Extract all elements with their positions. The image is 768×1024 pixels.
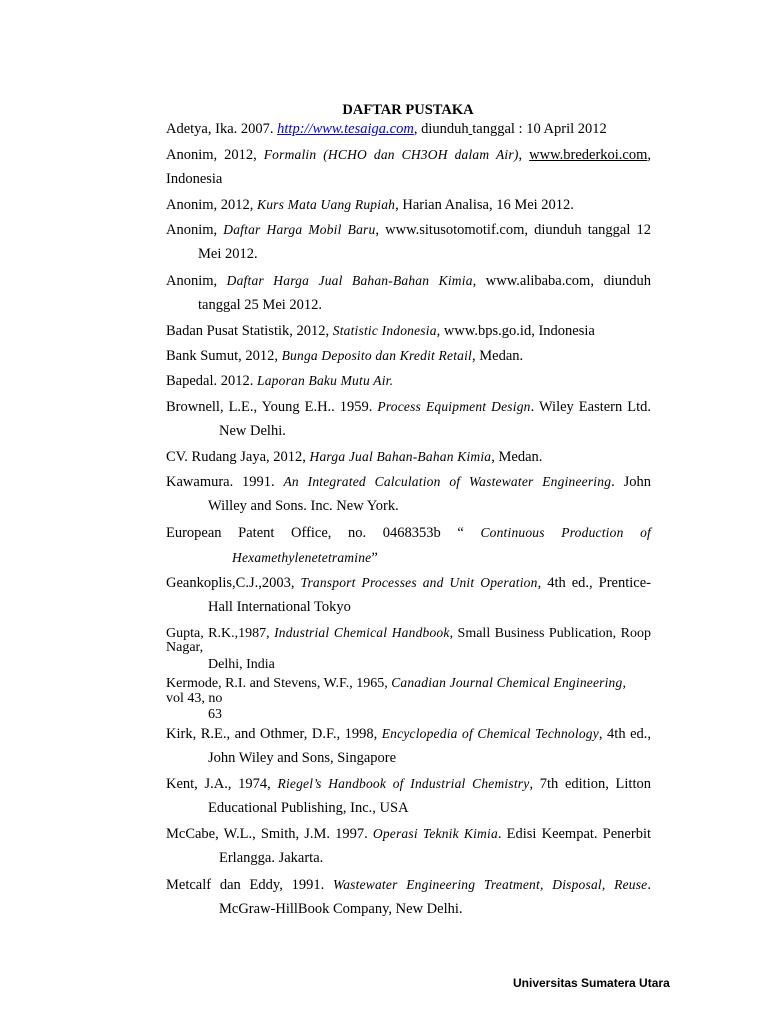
- ref-text: , www.alibaba.com, diunduh: [472, 273, 651, 289]
- ref-text: . Wiley Eastern Ltd.: [530, 399, 651, 415]
- ref-text: Anonim,: [166, 273, 227, 289]
- reference-continuation: New Delhi.: [219, 423, 286, 439]
- ref-title: Bunga Deposito dan Kredit Retail: [281, 348, 472, 363]
- ref-text: , Harian Analisa, 16 Mei 2012.: [395, 197, 574, 213]
- reference-mccabe: [166, 825, 651, 843]
- ref-title: Statistic Indonesia: [332, 323, 437, 338]
- reference-continuation: Indonesia: [166, 171, 223, 187]
- reference-adetya: [166, 121, 651, 138]
- ref-title: Encyclopedia of Chemical Technology: [381, 726, 599, 741]
- ref-text: , diunduh: [413, 121, 469, 137]
- ref-text: tanggal : 10 April 2012: [472, 121, 607, 137]
- ref-text: Kent, J.A., 1974,: [166, 776, 278, 792]
- reference-continuation: McGraw-HillBook Company, New Delhi.: [219, 901, 463, 917]
- ref-text: Kermode, R.I. and Stevens, W.F., 1965,: [166, 676, 392, 691]
- reference-bps: [166, 322, 651, 340]
- reference-gupta: [166, 625, 651, 641]
- ref-text: , 7th edition, Litton: [529, 776, 651, 792]
- reference-kent: [166, 775, 651, 793]
- ref-text: , www.situsotomotif.com, diunduh tanggal 12: [375, 222, 652, 238]
- ref-text: McCabe, W.L., Smith, J.M. 1997.: [166, 826, 373, 842]
- footer-university: Universitas Sumatera Utara: [513, 976, 670, 990]
- reference-continuation: [232, 549, 651, 567]
- ref-title: Canadian Journal Chemical Engineering: [391, 675, 623, 690]
- ref-title: Daftar Harga Jual Bahan-Bahan Kimia: [226, 273, 473, 288]
- ref-text: Adetya, Ika. 2007.: [166, 121, 278, 137]
- ref-text: CV. Rudang Jaya, 2012,: [166, 449, 310, 465]
- ref-title: Wastewater Engineering Treatment, Disposal, Reuse: [333, 877, 648, 892]
- ref-text: Gupta, R.K.,1987,: [166, 626, 275, 641]
- ref-text: , Medan.: [491, 449, 543, 465]
- reference-continuation: Mei 2012.: [198, 246, 258, 262]
- ref-title: Harga Jual Bahan-Bahan Kimia: [309, 449, 492, 464]
- ref-title: Transport Processes and Unit Operation: [300, 575, 538, 590]
- ref-text: Anonim,: [166, 222, 224, 238]
- reference-geankoplis: [166, 574, 651, 592]
- ref-text: . John: [611, 474, 651, 490]
- reference-continuation: Hall International Tokyo: [208, 599, 351, 615]
- ref-title: Continuous Production of: [480, 525, 651, 540]
- ref-title: Riegel’s Handbook of Industrial Chemistry: [277, 776, 530, 791]
- ref-text: . Edisi Keempat. Penerbit: [497, 826, 652, 842]
- ref-text: Metcalf dan Eddy, 1991.: [166, 877, 334, 893]
- ref-text: , 4th ed.,: [598, 726, 651, 742]
- reference-kermode: [166, 675, 651, 691]
- ref-text: Bank Sumut, 2012,: [166, 348, 282, 364]
- page-title: DAFTAR PUSTAKA: [342, 102, 474, 118]
- reference-anonim-kurs: [166, 196, 651, 214]
- reference-continuation: John Wiley and Sons, Singapore: [208, 750, 397, 766]
- reference-continuation: Willey and Sons. Inc. New York.: [208, 498, 399, 514]
- reference-anonim-formalin: [166, 146, 651, 164]
- reference-continuation: tanggal 25 Mei 2012.: [198, 297, 323, 313]
- reference-continuation: vol 43, no: [166, 691, 223, 706]
- reference-continuation: 63: [208, 707, 222, 722]
- ref-title: An Integrated Calculation of Wastewater Engineering: [283, 474, 612, 489]
- ref-text: .: [647, 877, 651, 893]
- reference-kirk-othmer: [166, 725, 651, 743]
- reference-continuation: Nagar,: [166, 640, 204, 655]
- ref-text: European Patent Office, no. 0468353b “: [166, 525, 481, 541]
- ref-title: Daftar Harga Mobil Baru: [223, 222, 376, 237]
- reference-cv-rudang-jaya: [166, 448, 651, 466]
- ref-text: Brownell, L.E., Young E.H.. 1959.: [166, 399, 378, 415]
- ref-text: , 4th ed., Prentice-: [537, 575, 651, 591]
- ref-text: , www.bps.go.id, Indonesia: [436, 323, 595, 339]
- ref-title: Industrial Chemical Handbook: [274, 625, 450, 640]
- ref-text: ,: [647, 147, 652, 163]
- ref-text: ,: [622, 676, 626, 691]
- reference-continuation: Educational Publishing, Inc., USA: [208, 800, 409, 816]
- ref-title: Laporan Baku Mutu Air.: [257, 373, 394, 388]
- ref-text: Badan Pusat Statistik, 2012,: [166, 323, 333, 339]
- reference-metcalf-eddy: [166, 876, 651, 894]
- ref-text: Kirk, R.E., and Othmer, D.F., 1998,: [166, 726, 382, 742]
- ref-text: , Medan.: [472, 348, 524, 364]
- reference-bank-sumut: [166, 347, 651, 365]
- ref-text: Geankoplis,C.J.,2003,: [166, 575, 301, 591]
- reference-continuation: Delhi, India: [208, 657, 275, 672]
- ref-title: Hexamethylenetetramine: [232, 550, 372, 565]
- reference-european-patent: [166, 524, 651, 542]
- reference-anonim-bahan-kimia: [166, 272, 651, 290]
- ref-title: Kurs Mata Uang Rupiah: [257, 197, 396, 212]
- ref-text: ”: [371, 550, 378, 566]
- reference-kawamura: [166, 473, 651, 491]
- ref-title: Process Equipment Design: [377, 399, 531, 414]
- reference-anonim-mobil: [166, 221, 651, 239]
- ref-text: Kawamura. 1991.: [166, 474, 284, 490]
- ref-text: ,: [518, 147, 530, 163]
- ref-title: Formalin (HCHO dan CH3OH dalam Air): [263, 147, 519, 162]
- ref-text: Bapedal. 2012.: [166, 373, 258, 389]
- reference-continuation: Erlangga. Jakarta.: [219, 850, 324, 866]
- ref-text: , Small Business Publication, Roop: [449, 626, 651, 641]
- ref-text: Anonim, 2012,: [166, 147, 264, 163]
- brederkoi-link[interactable]: www.brederkoi.com: [529, 147, 648, 163]
- ref-text: Anonim, 2012,: [166, 197, 258, 213]
- reference-brownell: [166, 398, 651, 416]
- ref-title: Operasi Teknik Kimia: [372, 826, 498, 841]
- tesaiga-link[interactable]: http://www.tesaiga.com: [277, 121, 414, 137]
- reference-bapedal: [166, 372, 651, 390]
